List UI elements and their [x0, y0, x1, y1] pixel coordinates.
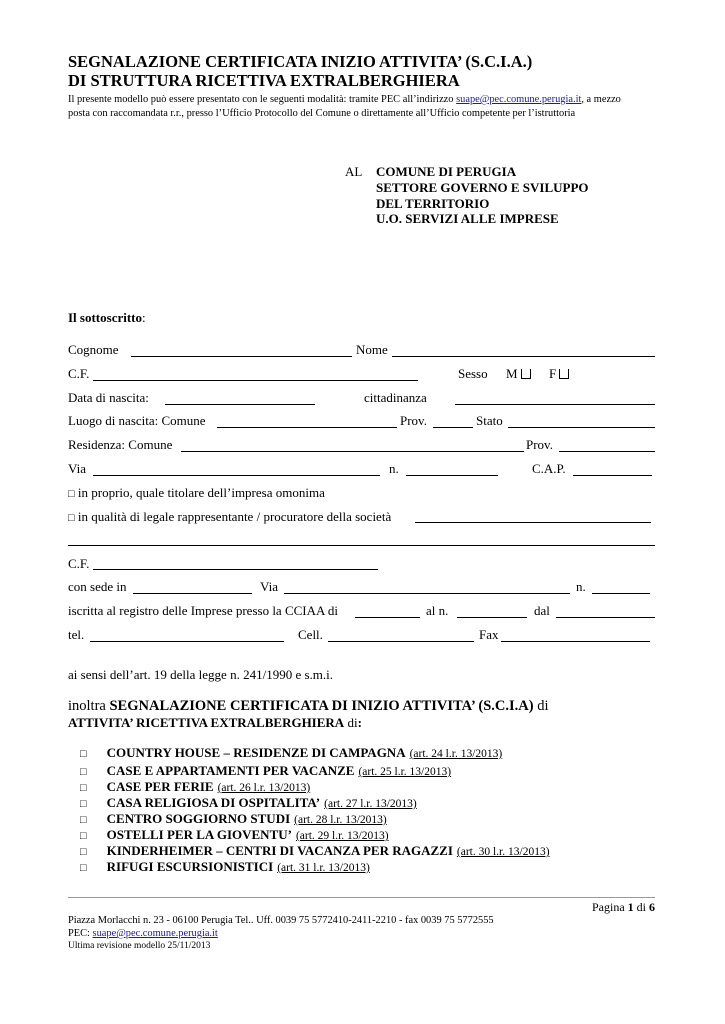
stato-label: Stato	[476, 413, 503, 428]
intro-line-1: Il presente modello può essere presentato con le seguenti modalità: tramite PEC all’indirizzo suape@pec.comune.perugia.it, a mezzo	[68, 94, 621, 105]
activity-item[interactable]	[80, 795, 417, 811]
dal-field[interactable]	[556, 617, 655, 618]
recipient-line-3: DEL TERRITORIO	[376, 196, 490, 211]
activity-item[interactable]	[80, 827, 389, 843]
via2-label: Via	[260, 579, 278, 594]
activity-label: CASA RELIGIOSA DI OSPITALITA’	[106, 795, 321, 810]
residenza-label: Residenza: Comune	[68, 437, 173, 452]
option-legale-checkbox[interactable]: □	[68, 512, 75, 524]
activity-label: CASE E APPARTAMENTI PER VACANZE	[106, 763, 355, 778]
recipient-line-4: U.O. SERVIZI ALLE IMPRESE	[376, 211, 559, 226]
data-nascita-label: Data di nascita:	[68, 390, 149, 405]
footer-divider	[68, 897, 655, 898]
cell-label: Cell.	[298, 627, 323, 642]
al-n-field[interactable]	[457, 617, 527, 618]
cf2-field[interactable]	[93, 569, 378, 570]
footer-pec-link[interactable]: suape@pec.comune.perugia.it	[92, 928, 218, 939]
data-nascita-field[interactable]	[165, 404, 315, 405]
recipient-line-1: COMUNE DI PERUGIA	[376, 164, 517, 179]
activity-reference: (art. 26 l.r. 13/2013)	[217, 782, 311, 794]
cell-field[interactable]	[328, 641, 474, 642]
activity-checkbox[interactable]: □	[80, 830, 87, 842]
societa-field-cont[interactable]	[68, 545, 655, 546]
page-title: SEGNALAZIONE CERTIFICATA INIZIO ATTIVITA’ (S.C.I.A.)	[68, 52, 533, 71]
activity-checkbox[interactable]: □	[80, 862, 87, 874]
activity-label: CENTRO SOGGIORNO STUDI	[106, 811, 291, 826]
option-proprio[interactable]: □ in proprio, quale titolare dell’impresa omonima	[68, 485, 325, 500]
residenza-field[interactable]	[181, 451, 524, 452]
con-sede-field[interactable]	[133, 593, 252, 594]
cittadinanza-label: cittadinanza	[364, 390, 427, 405]
n2-label: n.	[576, 579, 586, 594]
cf2-label: C.F.	[68, 556, 90, 571]
sesso-label: Sesso	[458, 366, 488, 381]
section-heading-2: ATTIVITA’ RICETTIVA EXTRALBERGHIERA di:	[68, 715, 362, 730]
cf-field[interactable]	[93, 380, 418, 381]
activity-reference: (art. 24 l.r. 13/2013)	[409, 748, 503, 760]
prov-nascita-label: Prov.	[400, 413, 427, 428]
page-number: Pagina 1 di 6	[592, 900, 656, 914]
option-proprio-checkbox[interactable]: □	[68, 488, 75, 500]
luogo-nascita-field[interactable]	[217, 427, 397, 428]
numero-field[interactable]	[406, 475, 498, 476]
activity-reference: (art. 30 l.r. 13/2013)	[456, 846, 550, 858]
activity-item[interactable]	[80, 811, 387, 827]
nome-label: Nome	[356, 342, 388, 357]
sottoscritto-label: Il sottoscritto:	[68, 310, 146, 325]
stato-field[interactable]	[508, 427, 655, 428]
activity-reference: (art. 31 l.r. 13/2013)	[277, 862, 370, 874]
tel-field[interactable]	[90, 641, 284, 642]
activity-item[interactable]	[80, 859, 370, 875]
fax-field[interactable]	[501, 641, 650, 642]
recipient-prefix: AL	[345, 164, 363, 179]
cognome-field[interactable]	[131, 356, 352, 357]
activity-checkbox[interactable]: □	[80, 814, 87, 826]
option-legale[interactable]: □ in qualità di legale rappresentante / procuratore della società	[68, 509, 392, 524]
activity-reference: (art. 25 l.r. 13/2013)	[358, 766, 452, 778]
activity-checkbox[interactable]: □	[80, 748, 87, 760]
cognome-label: Cognome	[68, 342, 119, 357]
activity-checkbox[interactable]: □	[80, 798, 87, 810]
footer-pec: PEC: suape@pec.comune.perugia.it	[68, 928, 218, 939]
cf-label: C.F.	[68, 366, 90, 381]
n2-field[interactable]	[592, 593, 650, 594]
sesso-m-checkbox[interactable]	[521, 369, 531, 379]
activity-reference: (art. 27 l.r. 13/2013)	[324, 798, 417, 810]
cciaa-field[interactable]	[355, 617, 420, 618]
activity-checkbox[interactable]: □	[80, 782, 87, 794]
activity-reference: (art. 29 l.r. 13/2013)	[295, 830, 389, 842]
intro-email-link[interactable]: suape@pec.comune.perugia.it	[456, 94, 582, 105]
tel-label: tel.	[68, 627, 85, 642]
page-subtitle: DI STRUTTURA RICETTIVA EXTRALBERGHIERA	[68, 71, 460, 90]
intro-line-2: posta con raccomandata r.r., presso l’Ufficio Protocollo del Comune o direttamente all’Ufficio competente per l’istruttoria	[68, 108, 576, 119]
footer-revision: Ultima revisione modello 25/11/2013	[68, 941, 211, 951]
residenza-prov-label: Prov.	[526, 437, 553, 452]
activity-item[interactable]	[80, 779, 310, 795]
sesso-f-option[interactable]: F	[549, 366, 569, 382]
footer-address: Piazza Morlacchi n. 23 - 06100 Perugia Tel.. Uff. 0039 75 5772410-2411-2210 - fax 0039 75 5772555	[68, 915, 494, 926]
activity-checkbox[interactable]: □	[80, 766, 87, 778]
recipient-line-2: SETTORE GOVERNO E SVILUPPO	[376, 180, 589, 195]
ai-sensi-text: ai sensi dell’art. 19 della legge n. 241/1990 e s.m.i.	[68, 667, 333, 682]
via2-field[interactable]	[284, 593, 570, 594]
activity-reference: (art. 28 l.r. 13/2013)	[294, 814, 387, 826]
numero-label: n.	[389, 461, 399, 476]
prov-nascita-field[interactable]	[433, 427, 473, 428]
activity-item[interactable]	[80, 843, 550, 859]
sesso-m-option[interactable]: M	[506, 366, 531, 382]
al-n-label: al n.	[426, 603, 449, 618]
activity-label: RIFUGI ESCURSIONISTICI	[106, 859, 274, 874]
cap-label: C.A.P.	[532, 461, 566, 476]
section-heading-1: inoltra SEGNALAZIONE CERTIFICATA DI INIZIO ATTIVITA’ (S.C.I.A) di	[68, 698, 549, 714]
activity-label: OSTELLI PER LA GIOVENTU’	[106, 827, 292, 842]
dal-label: dal	[534, 603, 550, 618]
activity-item[interactable]	[80, 763, 451, 779]
cittadinanza-field[interactable]	[455, 404, 655, 405]
via-field[interactable]	[93, 475, 380, 476]
activity-item[interactable]	[80, 745, 502, 761]
con-sede-label: con sede in	[68, 579, 127, 594]
activity-label: CASE PER FERIE	[106, 779, 214, 794]
nome-field[interactable]	[392, 356, 655, 357]
via-label: Via	[68, 461, 86, 476]
luogo-nascita-label: Luogo di nascita: Comune	[68, 413, 206, 428]
activity-label: COUNTRY HOUSE – RESIDENZE DI CAMPAGNA	[106, 745, 406, 760]
sesso-f-checkbox[interactable]	[559, 369, 569, 379]
activity-label: KINDERHEIMER – CENTRI DI VACANZA PER RAGAZZI	[106, 843, 453, 858]
cap-field[interactable]	[573, 475, 652, 476]
iscritta-label: iscritta al registro delle Imprese presso la CCIAA di	[68, 603, 339, 618]
activity-checkbox[interactable]: □	[80, 846, 87, 858]
residenza-prov-field[interactable]	[559, 451, 655, 452]
fax-label: Fax	[479, 627, 499, 642]
societa-field[interactable]	[415, 522, 651, 523]
